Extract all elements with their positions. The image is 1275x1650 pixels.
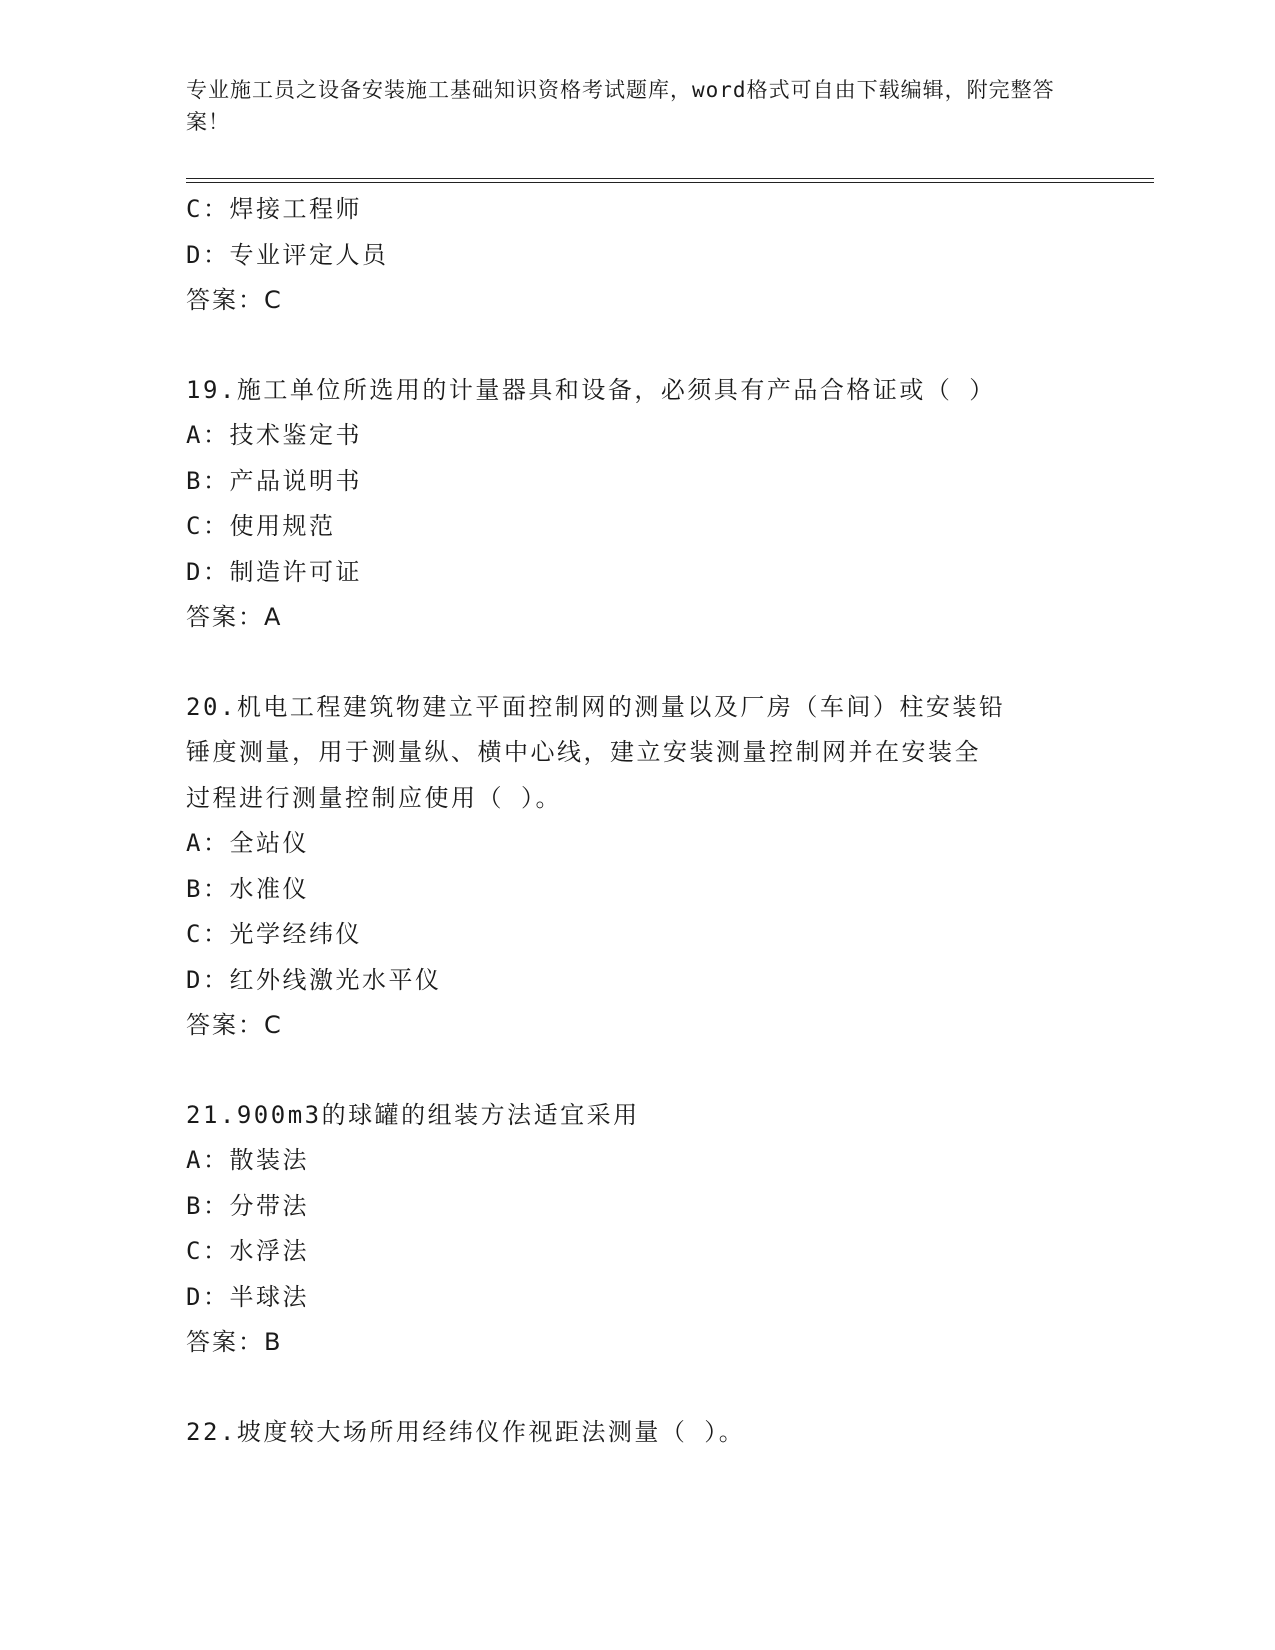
spacer (186, 324, 1086, 368)
option-a: A：散装法 (186, 1146, 309, 1174)
option-a: A：技术鉴定书 (186, 421, 362, 449)
question-18-continuation (186, 187, 1086, 324)
question-19 (186, 368, 1086, 641)
option-b: B：水准仪 (186, 874, 309, 903)
option-d: D：红外线激光水平仪 (186, 965, 442, 994)
question-21 (186, 1093, 1086, 1366)
option-c: C：焊接工程师 (186, 195, 362, 223)
option-c: C：使用规范 (186, 512, 336, 540)
answer-line: 答案：C (186, 1011, 283, 1039)
answer-line: 答案：C (186, 286, 283, 314)
question-stem: 22.坡度较大场所用经纬仪作视距法测量（ ）。 (186, 1417, 746, 1446)
spacer (186, 1366, 1086, 1410)
document-header: 专业施工员之设备安装施工基础知识资格考试题库，word格式可自由下载编辑，附完整答案！ (186, 78, 1055, 134)
option-d: D：专业评定人员 (186, 240, 389, 269)
question-stem: 19.施工单位所选用的计量器具和设备，必须具有产品合格证或（ ） (186, 375, 996, 404)
option-c: C：水浮法 (186, 1237, 309, 1265)
question-stem-line-3: 过程进行测量控制应使用（ ）。 (186, 783, 562, 812)
header-divider-top (186, 178, 1154, 179)
answer-line: 答案：B (186, 1328, 283, 1356)
header-divider-bottom (186, 182, 1154, 183)
question-stem-line-1: 20.机电工程建筑物建立平面控制网的测量以及厂房（车间）柱安装铅 (186, 692, 1006, 721)
spacer (186, 1049, 1086, 1093)
answer-line: 答案：A (186, 603, 283, 631)
question-20 (186, 685, 1086, 1049)
option-c: C：光学经纬仪 (186, 920, 362, 948)
question-list (186, 187, 1086, 1455)
option-b: B：分带法 (186, 1191, 309, 1220)
question-stem-line-2: 锤度测量，用于测量纵、横中心线，建立安装测量控制网并在安装全 (186, 738, 981, 766)
spacer (186, 641, 1086, 685)
option-d: D：制造许可证 (186, 557, 362, 586)
option-b: B：产品说明书 (186, 466, 362, 495)
question-stem: 21.900m3的球罐的组装方法适宜采用 (186, 1100, 640, 1129)
option-a: A：全站仪 (186, 829, 309, 857)
option-d: D：半球法 (186, 1282, 309, 1311)
question-22 (186, 1410, 1086, 1456)
